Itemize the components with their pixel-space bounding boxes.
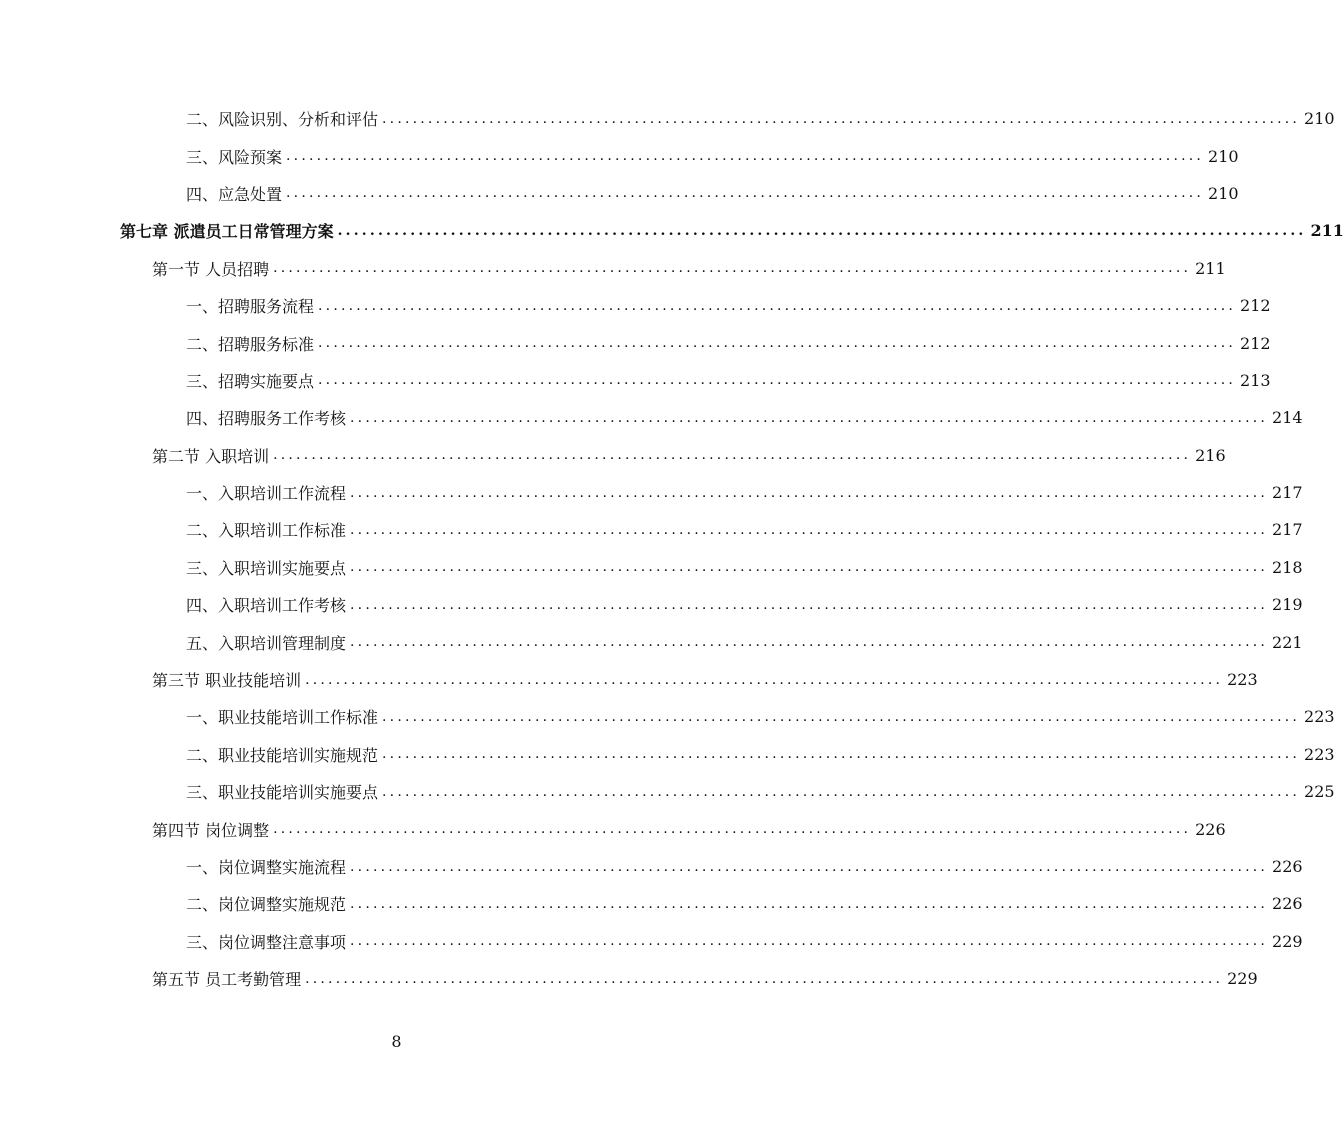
toc-entry-page: 223	[1304, 744, 1335, 764]
toc-subsection-entry[interactable]	[0, 736, 1335, 773]
toc-section-entry[interactable]	[0, 661, 1258, 698]
toc-entry-page: 226	[1195, 819, 1226, 839]
toc-entry-title: 三、风险预案	[186, 147, 283, 167]
toc-entry-page: 219	[1272, 595, 1303, 615]
dot-leader: ........................................................................................................................	[337, 222, 1307, 239]
dot-leader: ........................................................................................................................	[318, 335, 1237, 352]
toc-entry-title: 一、职业技能培训工作标准	[186, 708, 379, 728]
toc-entry-title: 第七章 派遣员工日常管理方案	[120, 222, 334, 242]
toc-entry-page: 223	[1304, 707, 1335, 727]
toc-entry-title: 三、入职培训实施要点	[186, 558, 347, 578]
toc-entry-title: 二、入职培训工作标准	[186, 521, 347, 541]
toc-subsection-entry[interactable]	[0, 175, 1239, 212]
toc-entry-page: 218	[1272, 557, 1303, 577]
toc-subsection-entry[interactable]	[0, 773, 1335, 810]
toc-section-entry[interactable]	[0, 437, 1226, 474]
toc-subsection-entry[interactable]	[0, 137, 1239, 174]
dot-leader: ........................................................................................................................	[305, 671, 1224, 688]
dot-leader: ........................................................................................................................	[382, 708, 1301, 725]
dot-leader: ........................................................................................................................	[350, 521, 1269, 538]
dot-leader: ........................................................................................................................	[273, 447, 1192, 464]
toc-entry-page: 229	[1272, 931, 1303, 951]
toc-entry-page: 210	[1208, 146, 1239, 166]
toc-entry-title: 第三节 职业技能培训	[152, 671, 302, 691]
toc-subsection-entry[interactable]	[0, 399, 1303, 436]
dot-leader: ........................................................................................................................	[350, 895, 1269, 912]
toc-entry-page: 225	[1304, 782, 1335, 802]
toc-entry-title: 一、招聘服务流程	[186, 297, 315, 317]
toc-entry-page: 210	[1208, 183, 1239, 203]
dot-leader: ........................................................................................................................	[273, 260, 1192, 277]
toc-entry-title: 第一节 人员招聘	[152, 259, 270, 279]
toc-entry-page: 213	[1240, 370, 1271, 390]
toc-entry-page: 217	[1272, 483, 1303, 503]
dot-leader: ........................................................................................................................	[382, 110, 1301, 127]
toc-entry-title: 二、职业技能培训实施规范	[186, 745, 379, 765]
dot-leader: ........................................................................................................................	[350, 409, 1269, 426]
toc-subsection-entry[interactable]	[0, 923, 1303, 960]
toc-subsection-entry[interactable]	[0, 885, 1303, 922]
toc-entry-page: 211	[1310, 221, 1344, 241]
toc-subsection-entry[interactable]	[0, 100, 1335, 137]
toc-subsection-entry[interactable]	[0, 848, 1303, 885]
toc-entry-title: 第二节 入职培训	[152, 446, 270, 466]
dot-leader: ........................................................................................................................	[286, 185, 1205, 202]
toc-section-entry[interactable]	[0, 250, 1226, 287]
dot-leader: ........................................................................................................................	[305, 970, 1224, 987]
toc-entry-title: 三、职业技能培训实施要点	[186, 783, 379, 803]
toc-entry-title: 四、应急处置	[186, 184, 283, 204]
toc-subsection-entry[interactable]	[0, 623, 1303, 660]
toc-entry-title: 四、入职培训工作考核	[186, 596, 347, 616]
toc-entry-page: 211	[1195, 258, 1226, 278]
table-of-contents	[0, 100, 1344, 997]
dot-leader: ........................................................................................................................	[273, 821, 1192, 838]
toc-entry-page: 221	[1272, 632, 1303, 652]
toc-entry-page: 214	[1272, 408, 1303, 428]
toc-entry-title: 三、招聘实施要点	[186, 371, 315, 391]
toc-entry-page: 229	[1227, 969, 1258, 989]
toc-subsection-entry[interactable]	[0, 362, 1271, 399]
toc-entry-page: 217	[1272, 520, 1303, 540]
toc-entry-title: 第五节 员工考勤管理	[152, 970, 302, 990]
toc-entry-title: 五、入职培训管理制度	[186, 633, 347, 653]
dot-leader: ........................................................................................................................	[350, 858, 1269, 875]
toc-entry-title: 二、岗位调整实施规范	[186, 895, 347, 915]
dot-leader: ........................................................................................................................	[350, 596, 1269, 613]
toc-subsection-entry[interactable]	[0, 474, 1303, 511]
dot-leader: ........................................................................................................................	[350, 634, 1269, 651]
toc-entry-page: 212	[1240, 296, 1271, 316]
toc-section-entry[interactable]	[0, 810, 1226, 847]
toc-entry-title: 四、招聘服务工作考核	[186, 409, 347, 429]
toc-entry-page: 212	[1240, 333, 1271, 353]
toc-entry-title: 二、风险识别、分析和评估	[186, 110, 379, 130]
toc-subsection-entry[interactable]	[0, 287, 1271, 324]
toc-section-entry[interactable]	[0, 960, 1258, 997]
toc-subsection-entry[interactable]	[0, 586, 1303, 623]
dot-leader: ........................................................................................................................	[382, 783, 1301, 800]
toc-subsection-entry[interactable]	[0, 511, 1303, 548]
toc-entry-page: 210	[1304, 109, 1335, 129]
toc-entry-title: 一、岗位调整实施流程	[186, 858, 347, 877]
dot-leader: ........................................................................................................................	[350, 484, 1269, 501]
toc-subsection-entry[interactable]	[0, 324, 1271, 361]
toc-entry-page: 226	[1272, 857, 1303, 876]
toc-entry-title: 三、岗位调整注意事项	[186, 932, 347, 952]
toc-entry-title: 一、入职培训工作流程	[186, 484, 347, 504]
toc-entry-page: 226	[1272, 894, 1303, 914]
toc-subsection-entry[interactable]	[0, 698, 1335, 735]
dot-leader: ........................................................................................................................	[318, 372, 1237, 389]
toc-subsection-entry[interactable]	[0, 549, 1303, 586]
toc-chapter-entry[interactable]	[0, 212, 1344, 249]
toc-entry-page: 223	[1227, 670, 1258, 690]
dot-leader: ........................................................................................................................	[350, 933, 1269, 950]
dot-leader: ........................................................................................................................	[382, 746, 1301, 763]
toc-entry-title: 二、招聘服务标准	[186, 334, 315, 354]
toc-entry-page: 216	[1195, 445, 1226, 465]
dot-leader: ........................................................................................................................	[286, 148, 1205, 165]
page-number: 8	[391, 1032, 402, 1051]
dot-leader: ........................................................................................................................	[350, 559, 1269, 576]
toc-entry-title: 第四节 岗位调整	[152, 820, 270, 840]
dot-leader: ........................................................................................................................	[318, 297, 1237, 314]
